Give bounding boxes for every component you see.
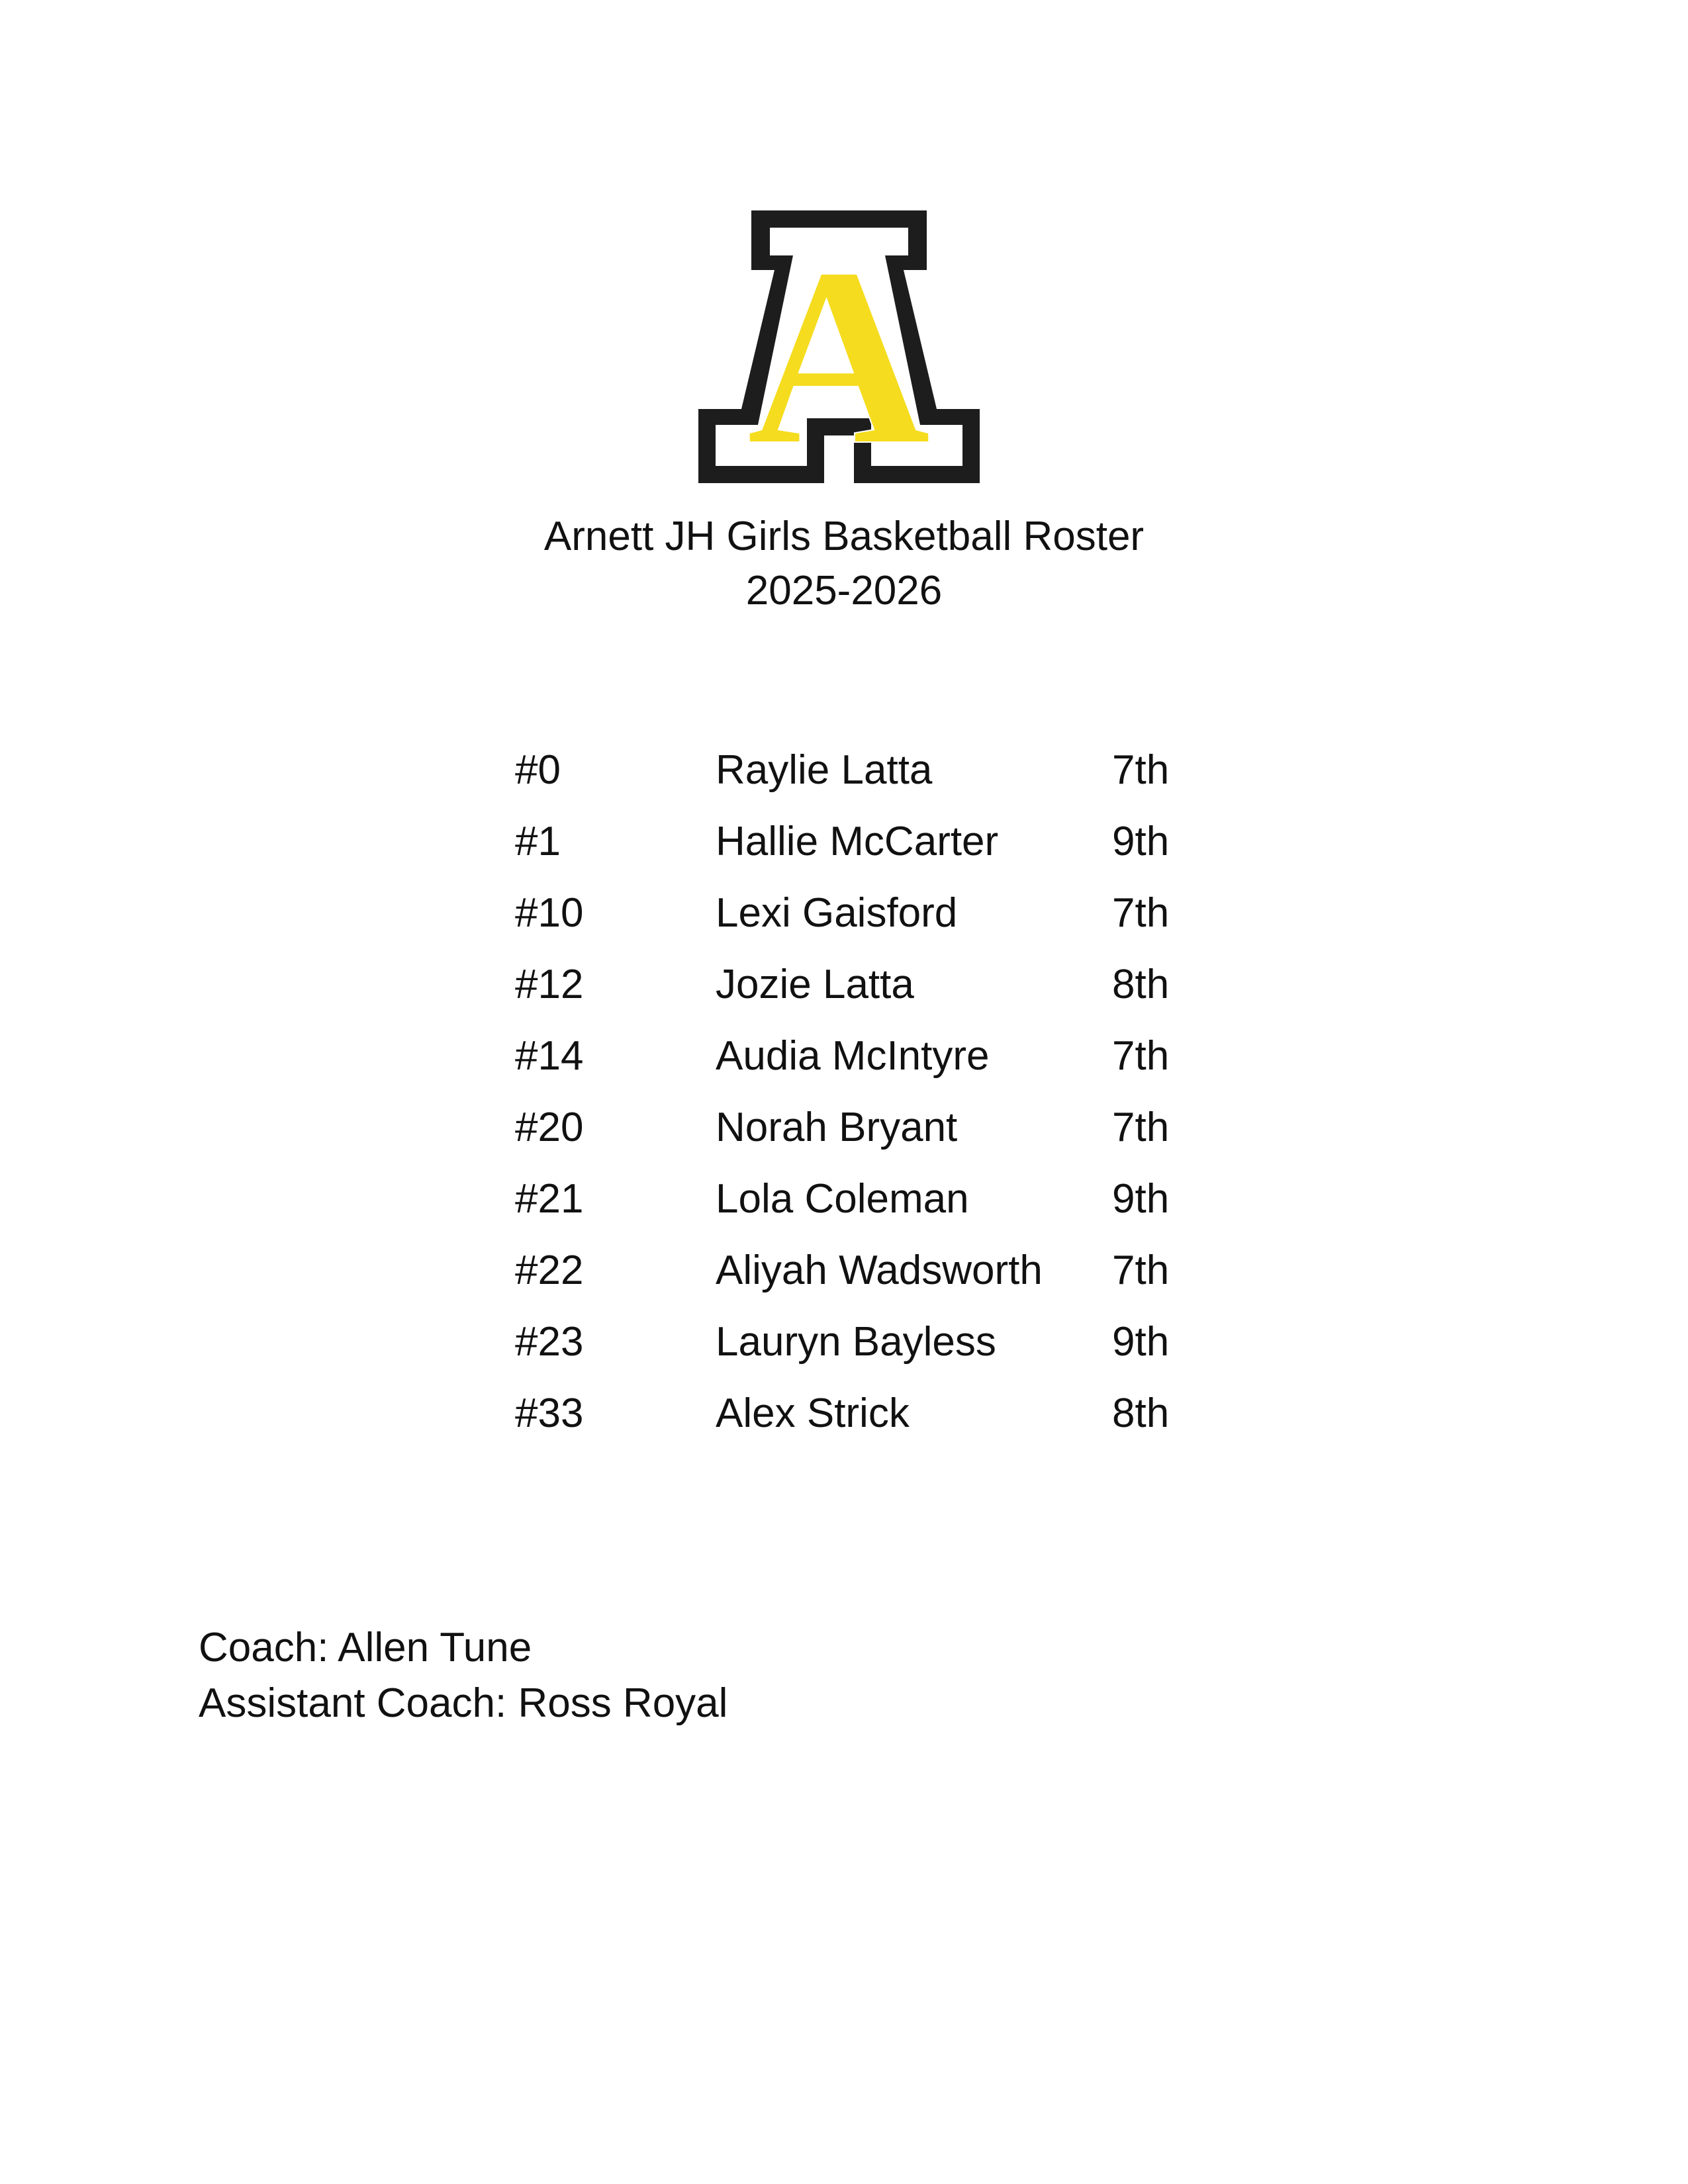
player-name: Jozie Latta <box>716 962 914 1007</box>
svg-text:A: A <box>746 216 931 483</box>
player-grade: 7th <box>1112 1105 1170 1150</box>
player-name: Alex Strick <box>716 1390 910 1436</box>
logo-letter <box>747 216 931 483</box>
player-grade: 7th <box>1112 1033 1170 1079</box>
varsity-letter-a-icon <box>698 210 980 483</box>
player-number: #12 <box>515 962 584 1007</box>
roster-row <box>515 1235 1177 1306</box>
player-number: #0 <box>515 747 561 793</box>
season-label: 2025-2026 <box>745 568 943 614</box>
roster-row <box>515 806 1177 878</box>
head-coach: Coach: Allen Tune <box>199 1625 532 1670</box>
player-grade: 7th <box>1112 747 1170 793</box>
player-number: #10 <box>515 890 584 936</box>
roster-row <box>515 878 1177 949</box>
player-number: #20 <box>515 1105 584 1150</box>
roster-row <box>515 1306 1177 1378</box>
roster-row <box>515 949 1177 1021</box>
player-grade: 9th <box>1112 1319 1170 1365</box>
roster-list <box>515 735 1177 1449</box>
roster-row <box>515 1378 1177 1449</box>
player-name: Lexi Gaisford <box>716 890 958 936</box>
roster-row <box>515 1092 1177 1163</box>
player-name: Raylie Latta <box>716 747 933 793</box>
player-number: #22 <box>515 1248 584 1293</box>
player-number: #23 <box>515 1319 584 1365</box>
assistant-coach: Assistant Coach: Ross Royal <box>199 1680 728 1726</box>
player-number: #33 <box>515 1390 584 1436</box>
team-logo <box>698 210 980 483</box>
player-grade: 8th <box>1112 1390 1170 1436</box>
roster-row <box>515 1021 1177 1092</box>
player-number: #21 <box>515 1176 584 1222</box>
player-name: Lola Coleman <box>716 1176 969 1222</box>
player-name: Lauryn Bayless <box>716 1319 996 1365</box>
player-number: #14 <box>515 1033 584 1079</box>
page-title: Arnett JH Girls Basketball Roster <box>543 514 1145 559</box>
player-grade: 8th <box>1112 962 1170 1007</box>
player-name: Aliyah Wadsworth <box>716 1248 1043 1293</box>
roster-row <box>515 735 1177 806</box>
player-name: Audia McIntyre <box>716 1033 990 1079</box>
roster-row <box>515 1163 1177 1235</box>
player-number: #1 <box>515 819 561 864</box>
roster-header <box>0 510 1688 618</box>
player-name: Hallie McCarter <box>716 819 999 864</box>
player-name: Norah Bryant <box>716 1105 958 1150</box>
coaching-staff <box>199 1620 727 1731</box>
player-grade: 7th <box>1112 890 1170 936</box>
player-grade: 9th <box>1112 1176 1170 1222</box>
player-grade: 9th <box>1112 819 1170 864</box>
player-grade: 7th <box>1112 1248 1170 1293</box>
